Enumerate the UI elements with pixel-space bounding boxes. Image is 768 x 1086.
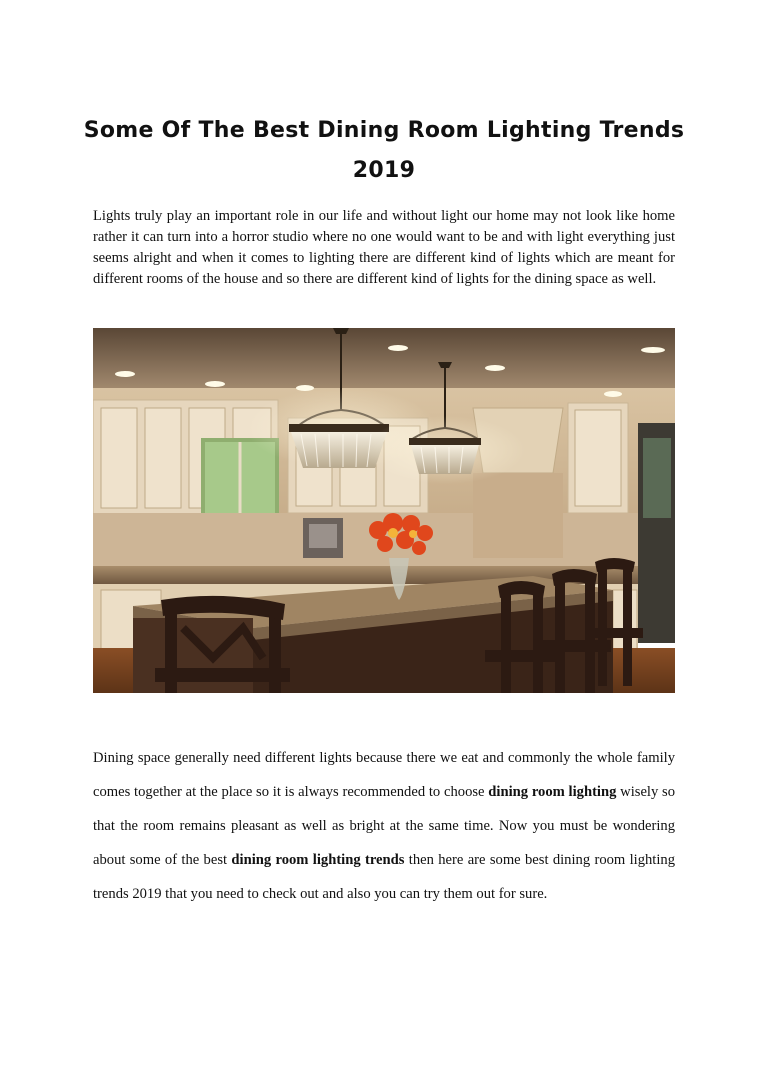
link-dining-room-lighting: dining room lighting [488,784,617,800]
page-title: Some Of The Best Dining Room Lighting Trends 2019 [83,117,685,183]
body-text-3: then here are some best dining room lighting trends 2019 that you need to check out and also you can try them out for sure. [93,852,676,902]
link-dining-room-lighting-trends: dining room lighting trends [231,852,405,868]
intro-paragraph: Lights truly play an important role in our life and without light our home may not look like home rather it can turn into a horror studio where no one would want to be and with light everything just seems alright and when it comes to lighting there are different kind of lights which are meant for different rooms of the house and so there are different kind of lights for the dining space as well. [93,208,675,287]
body-paragraph [93,741,675,911]
body-text-1: Dining space generally need different lights because there we eat and commonly the whole family comes together at the place so it is always recommended to choose [93,750,675,800]
kitchen-photo [93,328,675,693]
body-text-2: wisely so that the room remains pleasant as well as bright at the same time. Now you must be wondering about some of the best [93,784,676,868]
